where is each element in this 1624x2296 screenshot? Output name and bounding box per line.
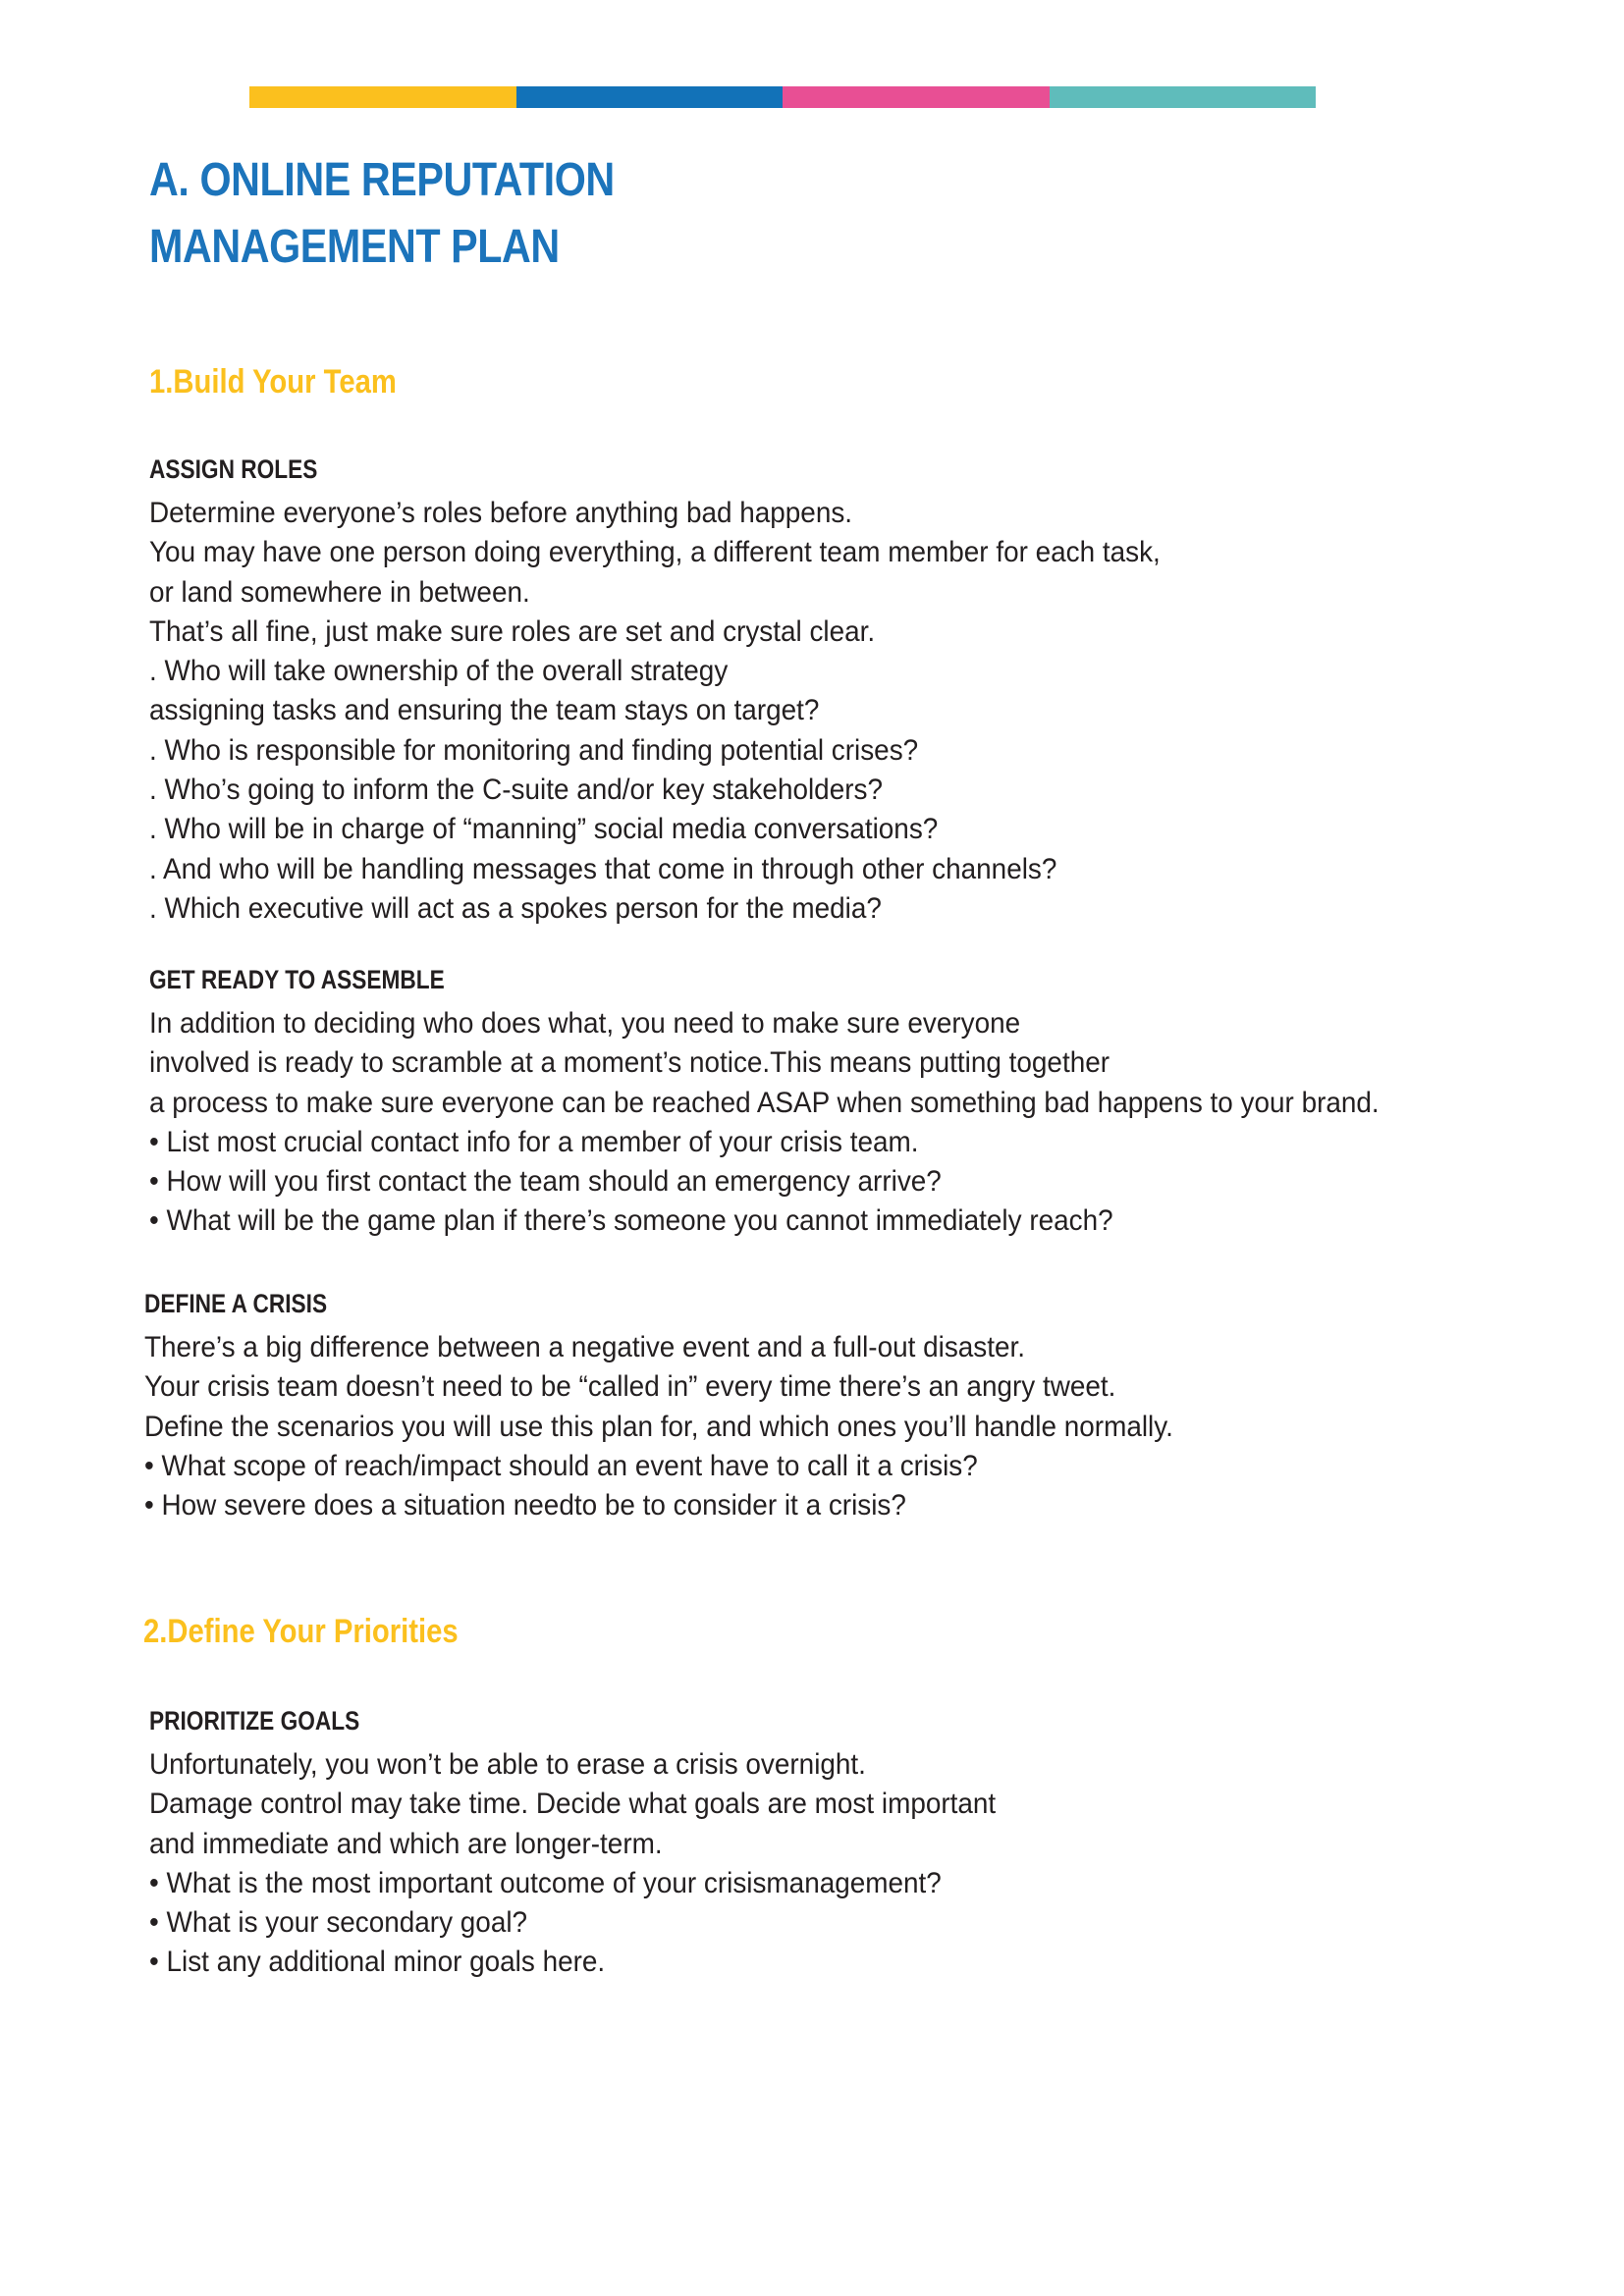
assign-roles-lines [149,494,1236,929]
text-line: Your crisis team doesn’t need to be “called in” every time there’s an angry tweet. [144,1370,1116,1404]
text-line: • List most crucial contact info for a member of your crisis team. [149,1125,919,1158]
text-line: • How will you first contact the team should an emergency arrive? [149,1165,942,1199]
text-line: involved is ready to scramble at a moment’s notice.This means putting together [149,1046,1110,1080]
text-line: Define the scenarios you will use this plan for, and which ones you’ll handle normally. [144,1410,1173,1443]
text-line: . Who will be in charge of “manning” social media conversations? [149,813,939,846]
text-line: Damage control may take time. Decide what goals are most important [149,1788,997,1821]
text-line: and immediate and which are longer-term. [149,1827,663,1860]
block-define-a-crisis [144,1289,1251,1525]
color-bar-yellow [249,86,516,108]
subheading-assign-roles: ASSIGN ROLES [149,454,318,484]
block-assign-roles [149,454,1236,929]
get-ready-lines [149,1004,1472,1242]
text-line: Unfortunately, you won’t be able to erase a crisis overnight. [149,1748,866,1781]
text-line: You may have one person doing everything, a different team member for each task, [149,536,1161,569]
text-line: In addition to deciding who does what, you need to make sure everyone [149,1007,1021,1040]
text-line: That’s all fine, just make sure roles are set and crystal clear. [149,614,876,648]
text-line: • What will be the game plan if there’s someone you cannot immediately reach? [149,1204,1113,1238]
page-title-line-2: MANAGEMENT PLAN [149,221,560,273]
define-crisis-lines [144,1328,1251,1525]
text-line: • What scope of reach/impact should an event have to call it a crisis? [144,1449,978,1482]
subheading-define-a-crisis: DEFINE A CRISIS [144,1289,328,1318]
subheading-get-ready-to-assemble: GET READY TO ASSEMBLE [149,965,445,994]
page-title [149,147,615,281]
block-prioritize-goals [149,1706,1059,1983]
text-line: • List any additional minor goals here. [149,1946,606,1979]
section-heading-build-your-team: 1.Build Your Team [149,363,397,400]
decorative-color-bar [249,86,1316,108]
text-line: • What is your secondary goal? [149,1906,528,1940]
text-line: . Who is responsible for monitoring and finding potential crises? [149,733,919,767]
page-title-line-1: A. ONLINE REPUTATION [149,154,615,206]
prioritize-goals-lines [149,1745,1059,1983]
text-line: • How severe does a situation needto be to consider it a crisis? [144,1489,906,1522]
section-heading-define-your-priorities: 2.Define Your Priorities [143,1613,459,1650]
text-line: There’s a big difference between a negative event and a full-out disaster. [144,1331,1026,1363]
subheading-prioritize-goals: PRIORITIZE GOALS [149,1706,360,1735]
color-bar-teal [1050,86,1317,108]
color-bar-pink [783,86,1050,108]
text-line: • What is the most important outcome of your crisismanagement? [149,1866,942,1899]
text-line: . Who’s going to inform the C-suite and/or key stakeholders? [149,774,883,807]
text-line: Determine everyone’s roles before anything bad happens. [149,497,853,529]
text-line: . Who will take ownership of the overall strategy [149,655,729,688]
text-line: . And who will be handling messages that come in through other channels? [149,852,1057,885]
block-get-ready-to-assemble [149,965,1472,1242]
text-line: a process to make sure everyone can be reached ASAP when something bad happens to your brand. [149,1086,1380,1119]
text-line: assigning tasks and ensuring the team stays on target? [149,694,820,727]
color-bar-blue [516,86,784,108]
text-line: . Which executive will act as a spokes person for the media? [149,891,882,925]
text-line: or land somewhere in between. [149,575,530,609]
